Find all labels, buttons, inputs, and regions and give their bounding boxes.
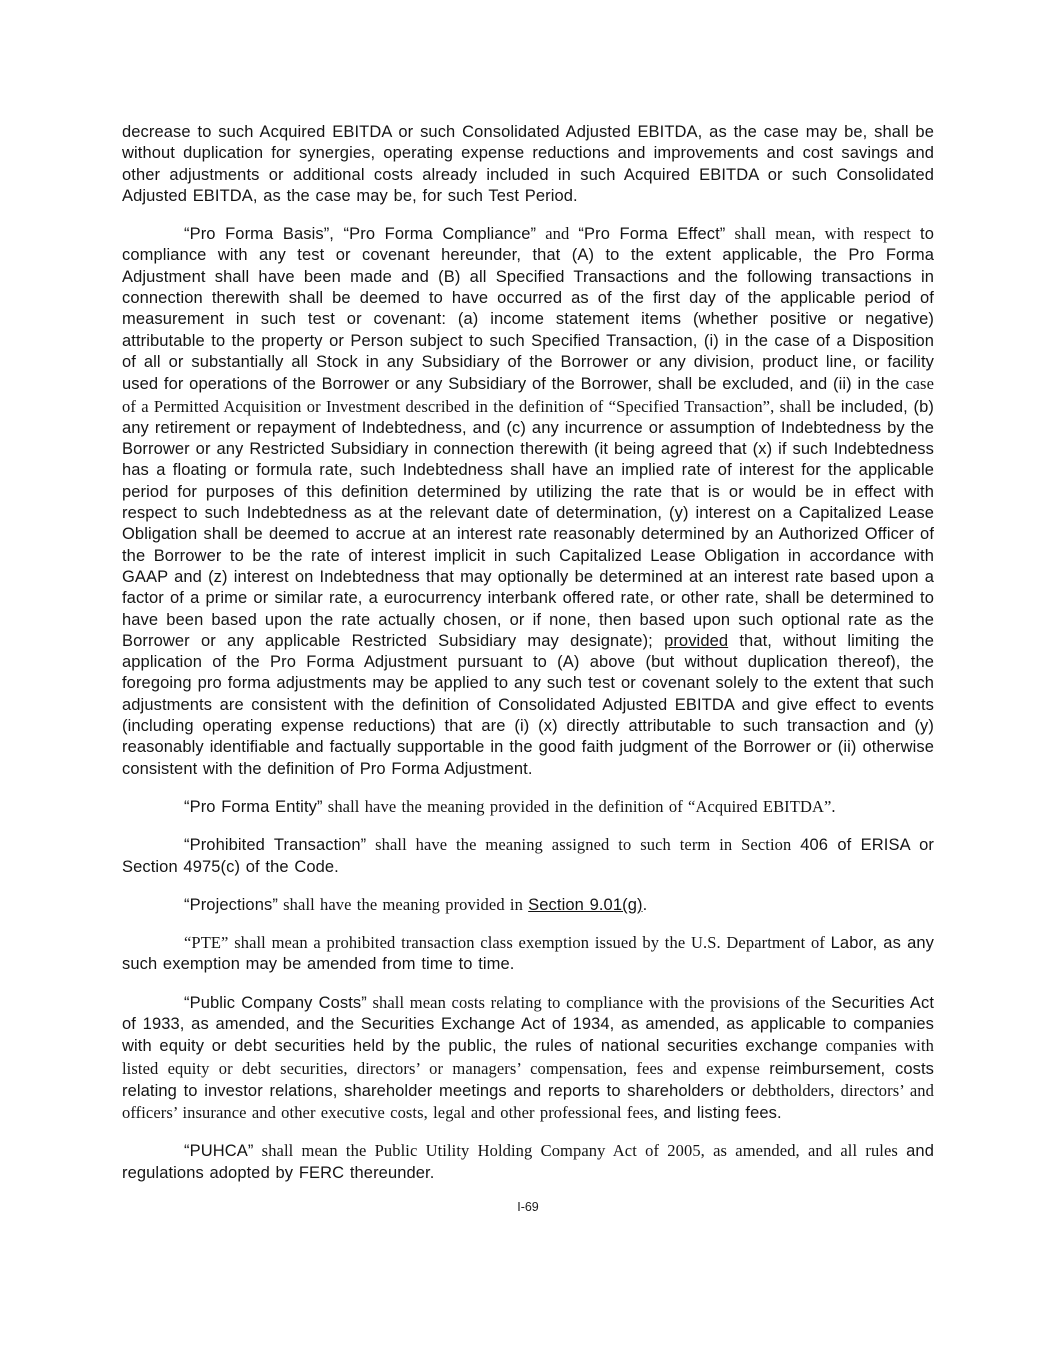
definition-pro-forma-entity <box>122 796 934 818</box>
definition-pte <box>122 932 934 976</box>
text-run: case of a Permitted Acquisition or Investment described in the definition of “Specified Transaction”, shall <box>122 374 934 416</box>
definition-puhca <box>122 1140 934 1184</box>
text-run: and regulations adopted by FERC thereunder. <box>122 1142 934 1182</box>
text-run: “PTE” shall mean a prohibited transaction class exemption issued by the U.S. Department of <box>184 933 831 953</box>
definition-projections <box>122 894 934 916</box>
text-run: debtholders, directors’ and officers’ insurance and other executive costs, legal and other professional fees, <box>122 1080 934 1123</box>
text-run: and listing fees. <box>663 1104 782 1123</box>
text-run: . <box>642 895 648 914</box>
text-run: Labor, as any such exemption may be amended from time to time. <box>122 934 934 974</box>
underlined-reference: Section 9.01(g) <box>528 895 643 914</box>
text-run: companies with listed equity or debt securities, directors’ or managers’ compensation, fees and expense <box>122 1036 934 1078</box>
text-run: reimbursement, costs relating to investor relations, shareholder meetings and reports to shareholders or <box>122 1059 934 1100</box>
defined-term: “Prohibited Transaction” <box>184 836 367 855</box>
definition-pro-forma-basis <box>122 223 934 780</box>
text-run: be included, (b) any retirement or repayment of Indebtedness, and (c) any incurrence or assumption of Indebtedness by the Borrower or any Restricted Subsidiary in connection therewith (it being agreed that (x) if such Indebtedness has a floating or formula rate, such Indebtedness shall have an implied rate of interest for the applicable period for purposes of this definition determined by utilizing the rate that is or would be in effect with respect to such Indebtedness as at the relevant date of determination, (y) interest on a Capitalized Lease Obligation shall be deemed to accrue at an interest rate reasonably determined by an Authorized Officer of the Borrower to be the rate of interest implicit in such Capitalized Lease Obligation in accordance with GAAP and (z) interest on Indebtedness that may optionally be determined at an interest rate based upon a factor of a prime or similar rate, a eurocurrency interbank offered rate, or other rate, shall be determined to have been based upon the rate actually chosen, or if none, then based upon such optional rate as the Borrower or any applicable Restricted Subsidiary may designate); <box>122 397 934 650</box>
definition-prohibited-transaction <box>122 834 934 878</box>
defined-term: “Public Company Costs” <box>184 993 367 1012</box>
defined-term: “PUHCA” <box>184 1142 254 1161</box>
text-run: shall have the meaning provided in the definition of “Acquired EBITDA”. <box>322 796 836 816</box>
text-run: shall mean the Public Utility Holding Company Act of 2005, as amended, and all rules <box>253 1141 907 1161</box>
text-run: shall have the meaning provided in <box>277 894 529 914</box>
text-run: shall mean costs relating to compliance with the provisions of the <box>366 992 832 1012</box>
defined-term: “Pro Forma Basis”, “Pro Forma Compliance” <box>184 225 537 244</box>
text-run: shall mean, with respect <box>725 224 921 244</box>
page-number: I-69 <box>517 1200 539 1215</box>
text-run: that, without limiting the application of the Pro Forma Adjustment pursuant to (A) above (but without duplication thereof), the foregoing pro forma adjustments may be applied to any such test or covenant solely to the extent that such adjustments are consistent with the definition of Consolidated Adjusted EBITDA and give effect to events (including operating expense reductions) that are (i) (x) directly attributable to such transaction and (y) reasonably identifiable and factually supportable in the good faith judgment of the Borrower or (ii) otherwise consistent with the definition of Pro Forma Adjustment. <box>122 631 934 778</box>
underlined-reference: provided <box>664 631 729 650</box>
document-body <box>122 122 934 1184</box>
text-run: Securities Act of 1933, as amended, and the Securities Exchange Act of 1934, as amended, as applicable to companies with equity or debt securities held by the public, the rules of national securities exchange <box>122 993 935 1056</box>
text-run: 406 of ERISA or Section 4975(c) of the Code. <box>122 836 934 876</box>
page-footer <box>122 1200 934 1214</box>
definition-public-company-costs <box>122 992 934 1125</box>
defined-term: “Projections” <box>184 895 278 914</box>
defined-term: “Pro Forma Effect” <box>578 225 726 244</box>
text-run: decrease to such Acquired EBITDA or such Consolidated Adjusted EBITDA, as the case may be, shall be without duplication for synergies, operating expense reductions and improvements and cost savings and other adjustments or additional costs already included in such Acquired EBITDA or such Consolidated Adjusted EBITDA, as the case may be, for such Test Period. <box>122 123 934 205</box>
text-run: shall have the meaning assigned to such term in Section <box>366 835 801 855</box>
defined-term: “Pro Forma Entity” <box>184 797 323 816</box>
text-run: and <box>536 224 579 244</box>
paragraph-continuation-acquired-ebitda <box>122 122 934 207</box>
text-run: to compliance with any test or covenant hereunder, that (A) to the extent applicable, the Pro Forma Adjustment shall have been made and (B) all Specified Transactions and the following transactions in connection therewith shall be deemed to have occurred as of the first day of the applicable period of measurement in such test or covenant: (a) income statement items (whether positive or negative) attributable to the property or Person subject to such Specified Transaction, (i) in the case of a Disposition of all or substantially all Stock in any Subsidiary of the Borrower or any division, product line, or facility used for operations of the Borrower or any Subsidiary of the Borrower, shall be excluded, and (ii) in the <box>122 225 934 394</box>
